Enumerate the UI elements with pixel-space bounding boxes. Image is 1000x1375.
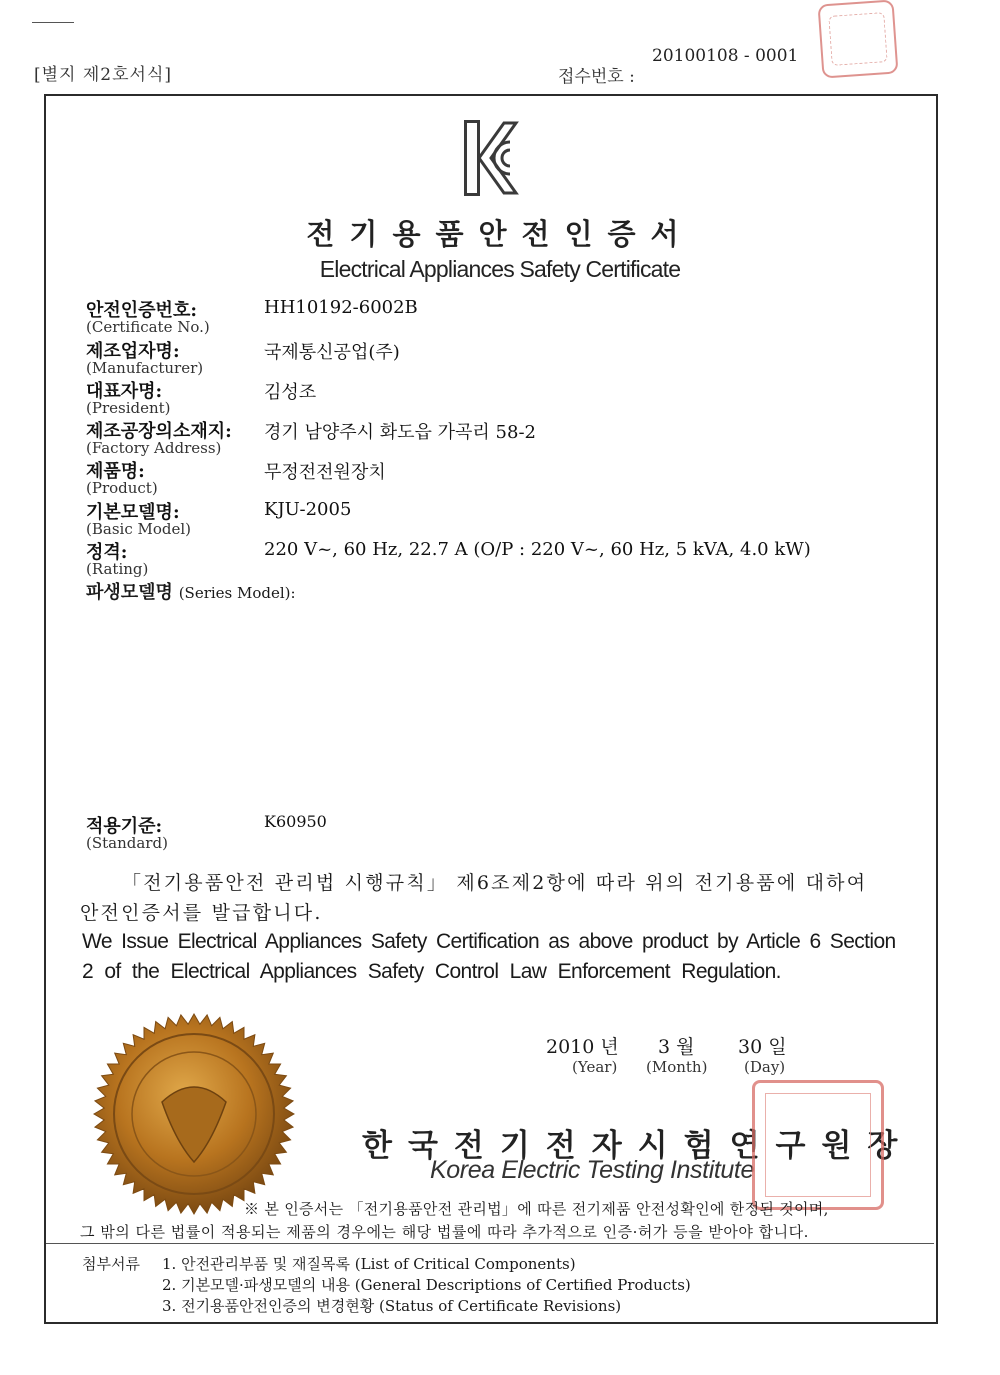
field-value: HH10192-6002B [264,297,418,318]
field-label-ko: 제조공장의소재지: [86,421,232,442]
field-value: 김성조 [264,382,317,403]
field-label-ko: 제품명: [86,461,145,482]
field-value: 220 V~, 60 Hz, 22.7 A (O/P : 220 V~, 60 Hz, 5 kVA, 4.0 kW) [264,539,811,560]
standard-label-en: (Standard) [86,834,168,852]
field-label-ko: 제조업자명: [86,341,180,362]
official-red-stamp [752,1080,884,1210]
receipt-number: 20100108 - 0001 [652,46,799,66]
field-label-ko: 안전인증번호: [86,300,197,321]
date-day-label: (Day) [744,1058,786,1076]
field-value: 무정전전원장치 [264,462,386,483]
field-series-model [86,578,296,604]
date-year: 2010 년 [546,1036,619,1058]
field-value: KJU-2005 [264,499,352,520]
field-value: 경기 남양주시 화도읍 가곡리 58-2 [264,422,536,443]
receipt-label: 접수번호 : [558,67,635,87]
field-label-ko: 기본모델명: [86,502,180,523]
institute-name-english: Korea Electric Testing Institute [430,1156,754,1184]
field-label-en: (Product) [86,479,158,497]
attachments-divider [46,1243,934,1244]
field-label-en: (Certificate No.) [86,318,210,336]
series-model-label-ko: 파생모델명 [86,582,173,603]
statement-korean-line1: 「전기용품안전 관리법 시행규칙」 제6조제2항에 따라 위의 전기용품에 대하여 [122,872,868,894]
field-label-en: (Rating) [86,560,149,578]
series-model-label-en: (Series Model): [178,584,296,602]
date-year-label: (Year) [572,1058,618,1076]
attachment-item: 2. 기본모델·파생모델의 내용 (General Descriptions of Certified Products) [162,1276,691,1294]
form-label: [별지 제2호서식] [34,65,173,85]
field-label-en: (President) [86,399,171,417]
field-value: 국제통신공업(주) [264,342,400,363]
attachment-item: 1. 안전관리부품 및 재질목록 (List of Critical Components) [162,1255,576,1273]
date-day: 30 일 [738,1036,787,1058]
attachment-item: 3. 전기용품안전인증의 변경현황 (Status of Certificate Revisions) [162,1297,622,1315]
field-label-en: (Factory Address) [86,439,222,457]
date-month: 3 월 [658,1036,695,1058]
top-left-rule [32,22,74,23]
notice-line2: 그 밖의 다른 법률이 적용되는 제품의 경우에는 해당 법률에 따라 추가적으로 인증·허가 등을 받아야 합니다. [80,1223,809,1241]
statement-english-line2: 2 of the Electrical Appliances Safety Control Law Enforcement Regulation. [82,960,781,983]
date-month-label: (Month) [646,1058,708,1076]
institute-name-korean: 한국전기전자시험연구원장 [362,1128,914,1164]
certificate-title-korean: 전기용품안전인증서 [306,217,694,251]
field-label-ko: 정격: [86,542,128,563]
statement-korean-line2: 안전인증서를 발급합니다. [80,902,323,924]
field-label-en: (Basic Model) [86,520,191,538]
attachments-label: 첨부서류 [82,1255,140,1273]
approval-stamp [818,0,899,79]
standard-value: K60950 [264,812,327,831]
field-label-en: (Manufacturer) [86,359,204,377]
notice-line1: ※ 본 인증서는 「전기용품안전 관리법」에 따른 전기제품 안전성확인에 한정된 것이며, [244,1200,829,1218]
statement-english-line1: We Issue Electrical Appliances Safety Certification as above product by Article 6 Section [82,930,896,953]
gold-seal-emblem [92,1012,296,1216]
field-label-ko: 대표자명: [86,381,163,402]
standard-label-ko: 적용기준: [86,816,163,837]
kc-mark-logo [464,120,520,196]
certificate-title-english: Electrical Appliances Safety Certificate [319,256,681,282]
